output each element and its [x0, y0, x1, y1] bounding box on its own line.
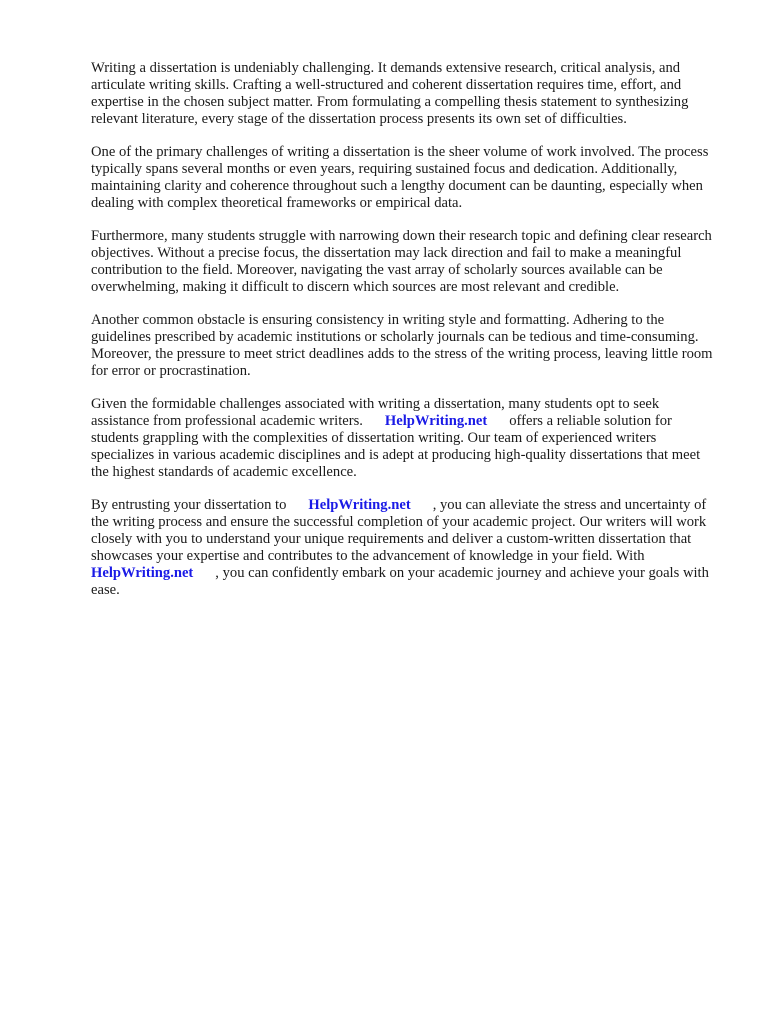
paragraph-2-text: One of the primary challenges of writing a dissertation is the sheer volume of work involved. The process typically spans several months or even years, requiring sustained focus and dedication. Additionally, maintaining clarity and coherence throughout such a lengthy document can be daunting, especially when dealing with complex theoretical frameworks or empirical data.	[91, 144, 709, 211]
paragraph-6-text-middle: , you can alleviate the stress and uncertainty of the writing process and ensure the successful completion of your academic project. Our writers will work closely with you to understand your unique requirements and deliver a custom-written dissertation that showcases your expertise and contributes to the advancement of knowledge in your field. With	[91, 497, 707, 564]
paragraph-4-text: Another common obstacle is ensuring consistency in writing style and formatting. Adhering to the guidelines prescribed by academic institutions or scholarly journals can be tedious and time-consuming. Moreover, the pressure to meet strict deadlines adds to the stress of the writing process, leaving little room for error or procrastination.	[91, 312, 713, 379]
document-page	[91, 60, 721, 615]
paragraph-5-text-after: offers a reliable solution for students grappling with the complexities of dissertation writing. Our team of experienced writers specializes in various academic disciplines and is adept at producing high-quality dissertations that meet the highest standards of academic excellence.	[91, 413, 701, 480]
paragraph-4	[91, 312, 721, 380]
paragraph-2	[91, 144, 721, 212]
paragraph-6	[91, 497, 721, 599]
paragraph-3	[91, 228, 721, 296]
paragraph-6-text-before: By entrusting your dissertation to	[91, 497, 287, 513]
paragraph-3-text: Furthermore, many students struggle with narrowing down their research topic and defining clear research objectives. Without a precise focus, the dissertation may lack direction and fail to make a meaningful contribution to the field. Moreover, navigating the vast array of scholarly sources available can be overwhelming, making it difficult to discern which sources are most relevant and credible.	[91, 228, 712, 295]
paragraph-5-text-before: Given the formidable challenges associated with writing a dissertation, many students opt to seek assistance from professional academic writers.	[91, 396, 660, 429]
paragraph-5	[91, 396, 721, 481]
helpwriting-link[interactable]: HelpWriting.net	[308, 497, 411, 513]
paragraph-1-text: Writing a dissertation is undeniably challenging. It demands extensive research, critical analysis, and articulate writing skills. Crafting a well-structured and coherent dissertation requires time, effort, and expertise in the chosen subject matter. From formulating a compelling thesis statement to synthesizing relevant literature, every stage of the dissertation process presents its own set of difficulties.	[91, 60, 689, 127]
helpwriting-link[interactable]: HelpWriting.net	[384, 413, 488, 429]
paragraph-6-text-after: , you can confidently embark on your academic journey and achieve your goals with ease.	[91, 565, 709, 598]
paragraph-1	[91, 60, 721, 128]
helpwriting-link-2[interactable]: HelpWriting.net	[91, 565, 194, 581]
